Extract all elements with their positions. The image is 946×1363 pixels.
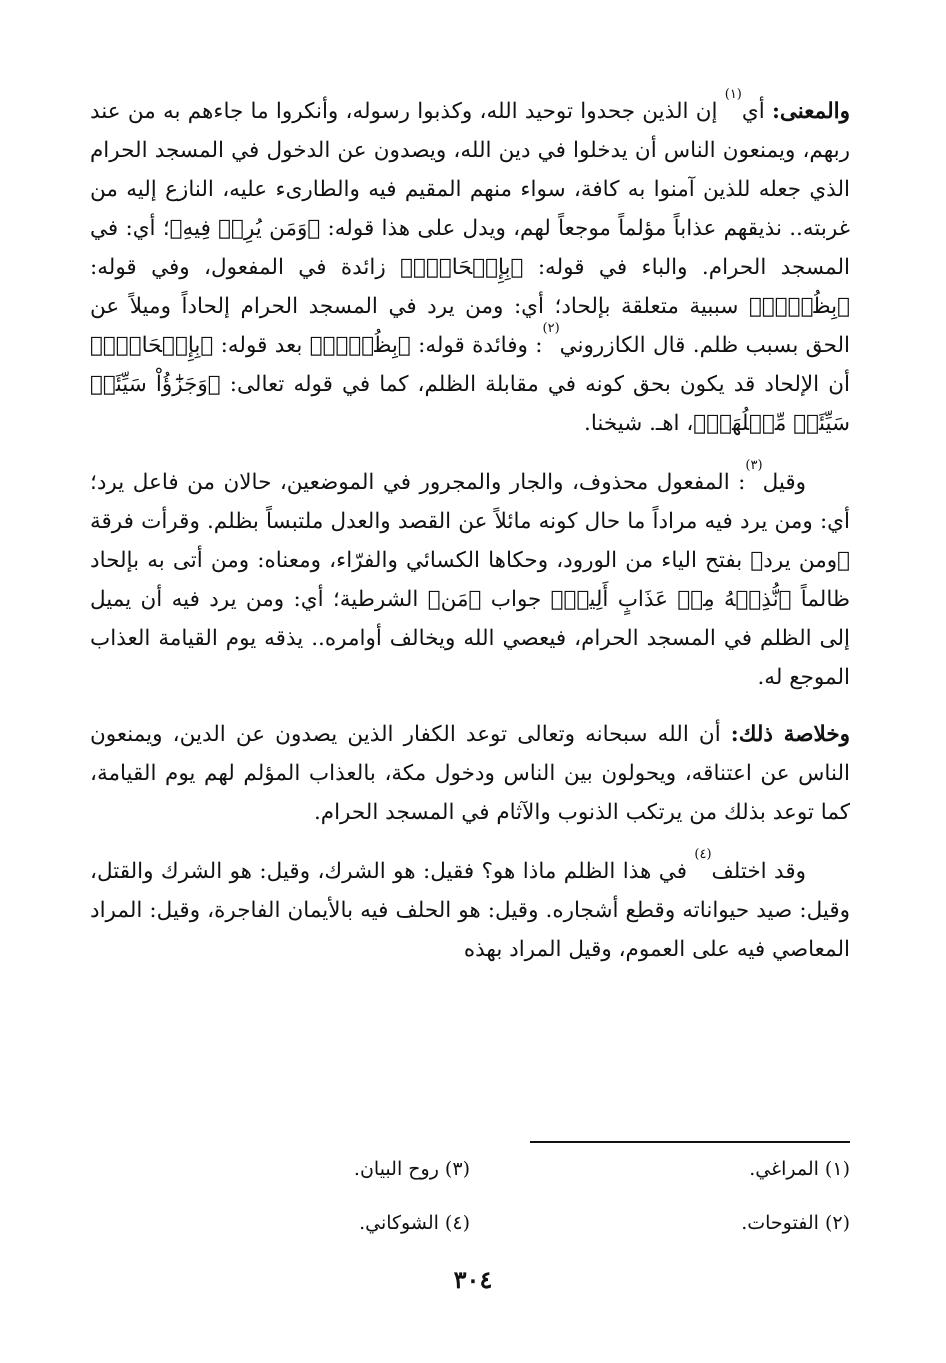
footnote-item: (٢) الفتوحات. [741,1212,850,1234]
footnote-ref: (١) [724,87,742,102]
meaning-heading: والمعنى: [771,99,850,124]
footnote-divider [530,1141,850,1143]
paragraph-text: وقد اختلف [711,859,806,884]
footnote-row [90,1212,850,1266]
paragraph-meaning [90,87,850,443]
footnote-item: (٣) روح البيان. [353,1158,470,1180]
paragraph-summary [90,715,850,832]
footnote-ref: (٢) [542,321,560,336]
paragraph-text: : وفائدة قوله: ﴿بِظُلۡمٖ﴾ بعد قوله: ﴿بِإِلۡحَادِۢ﴾ أن الإلحاد قد يكون بحق كونه في مقابلة الظلم، كما في قوله تعالى: ﴿وَجَزَٰٓؤُاْ سَيِّئَةٖ سَيِّئَةٞ مِّثۡلُهَاۖ﴾، اهـ. شيخنا. [90,333,850,436]
footnotes [90,1158,850,1266]
page-number: ٣٠٤ [453,1265,493,1294]
paragraph-text: إن الذين جحدوا توحيد الله، وكذبوا رسوله، وأنكروا ما جاءهم به من عند ربهم، ويمنعون الناس أن يدخلوا في دين الله، ويصدون عن الدخول في المسجد الحرام الذي جعله للذين آمنوا به كافة، سواء منهم المقيم فيه والطارىء عليه، النازع إليه من غربته.. نذيقهم عذاباً مؤلماً موجعاً لهم، ويدل على هذا قوله: ﴿وَمَن يُرِدۡ فِيهِ﴾؛ أي: في المسجد الحرام. والباء في قوله: ﴿بِإِلۡحَادِۢ﴾ زائدة في المفعول، وفي قوله: ﴿بِظُلۡمٖ﴾ سببية متعلقة بإلحاد؛ أي: ومن يرد في المسجد الحرام إلحاداً وميلاً عن الحق بسبب ظلم. قال الكازروني [90,99,850,358]
paragraph-text: وقيل [762,470,806,495]
footnote-item: (١) المراغي. [749,1158,850,1180]
paragraph-text: : المفعول محذوف، والجار والمجرور في الموضعين، حالان من فاعل يرد؛ أي: ومن يرد فيه مراداً ما حال كونه مائلاً عن القصد والعدل ملتبساً بظلم. وقرأت فرقة ﴿ومن يرد﴾ بفتح الياء من الورود، وحكاها الكسائي والفرّاء، ومعناه: ومن أتى به بإلحاد ظالماً ﴿نُّذِقۡهُ مِنۡ عَذَابٍ أَلِيمٖ﴾ جواب ﴿مَن﴾ الشرطية؛ أي: ومن يرد فيه أن يميل إلى الظلم في المسجد الحرام، فيعصي الله ويخالف أوامره.. يذقه يوم القيامة العذاب الموجع له. [90,470,850,690]
footnote-row [90,1158,850,1212]
summary-heading: وخلاصة ذلك: [730,722,851,747]
main-text [90,87,851,969]
paragraph-text: أي [741,99,765,124]
paragraph-text: أن الله سبحانه وتعالى توعد الكفار الذين يصدون عن الدين، ويمنعون الناس عن اعتناقه، ويحولون بين الناس ودخول مكة، بالعذاب المؤلم لهم يوم القيامة، كما توعد بذلك من يرتكب الذنوب والآثام في المسجد الحرام. [90,722,850,825]
paragraph-text: في هذا الظلم ماذا هو؟ فقيل: هو الشرك، وقيل: هو الشرك والقتل، وقيل: صيد حيواناته وقطع أشجاره. وقيل: هو الحلف فيه بالأيمان الفاجرة، وقيل: المراد المعاصي فيه على العموم، وقيل المراد بهذه [90,859,850,962]
paragraph-disagreement [90,847,850,969]
footnote-ref: (٣) [745,458,763,473]
footnote-ref: (٤) [694,847,712,862]
paragraph-alternative [90,458,850,697]
footnote-item: (٤) الشوكاني. [359,1212,470,1234]
